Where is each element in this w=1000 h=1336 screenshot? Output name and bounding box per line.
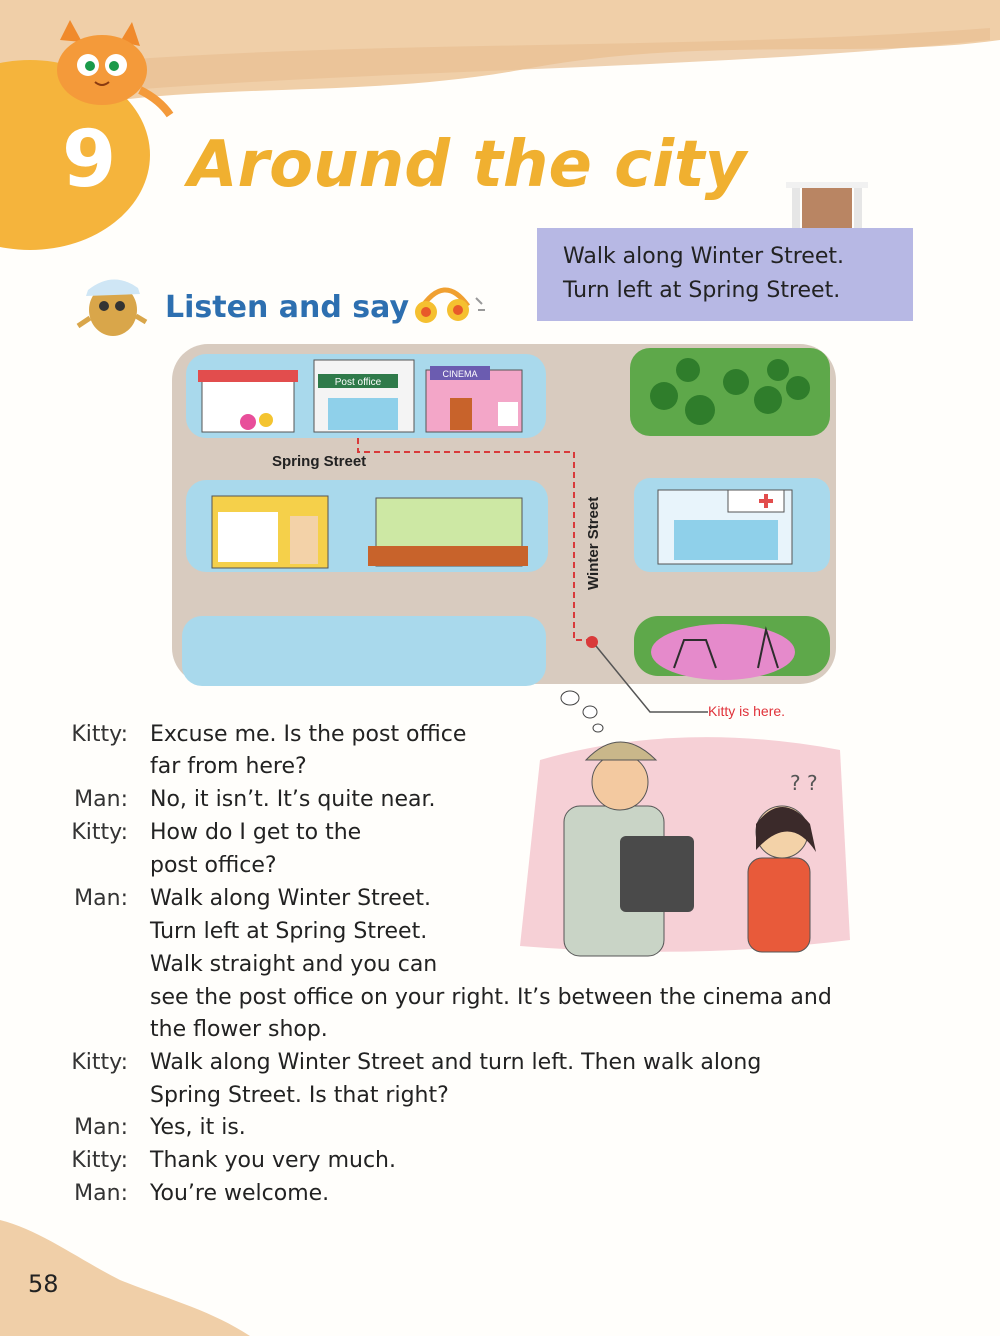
hospital-building: [658, 490, 792, 564]
dialogue-line: Turn left at Spring Street.: [150, 919, 428, 944]
dialogue-line: far from here?: [150, 754, 307, 779]
svg-text:? ?: ? ?: [790, 771, 818, 795]
street-map: [168, 340, 840, 720]
speaker-man: Man:: [74, 1115, 128, 1140]
dialogue-line: see the post office on your right. It’s between the cinema and: [150, 985, 832, 1010]
flower-shop-building: [198, 370, 298, 432]
dialogue-line: Excuse me. Is the post office: [150, 722, 467, 747]
speaker-man: Man:: [74, 886, 128, 911]
toy-shop-building: [212, 496, 328, 568]
unit-title: Around the city: [188, 128, 747, 202]
key-sentence-1: Walk along Winter Street.: [563, 244, 844, 269]
school-building: [368, 498, 528, 566]
man-and-kitty-illustration: [520, 720, 860, 960]
dialogue-line: You’re welcome.: [150, 1181, 330, 1206]
spring-street-label: Spring Street: [272, 453, 367, 470]
speaker-kitty: Kitty:: [71, 722, 128, 747]
post-office-building: [314, 360, 414, 432]
post-office-sign: Post office: [334, 377, 382, 388]
page-number: 58: [28, 1270, 59, 1298]
speaker-kitty: Kitty:: [71, 1148, 128, 1173]
brush-stroke-bottom: [0, 1200, 260, 1336]
unit-number: 9: [62, 115, 117, 205]
dialogue-line: Walk along Winter Street.: [150, 886, 431, 911]
speaker-kitty: Kitty:: [71, 820, 128, 845]
dialogue-line: the flower shop.: [150, 1017, 328, 1042]
speaker-man: Man:: [74, 1181, 128, 1206]
dialogue-line: Walk straight and you can: [150, 952, 438, 977]
winter-street-label: Winter Street: [585, 496, 602, 590]
cat-mascot-icon: [20, 20, 180, 120]
mascot-with-cap-icon: [58, 268, 158, 338]
dialogue-line: Spring Street. Is that right?: [150, 1083, 449, 1108]
kitty-is-here-label: Kitty is here.: [708, 703, 786, 719]
dialogue-line: Walk along Winter Street and turn left. Then walk along: [150, 1050, 762, 1075]
key-sentences-box: [537, 228, 913, 321]
dialogue-line: Thank you very much.: [150, 1148, 396, 1173]
pillar-icon: [782, 182, 872, 232]
speaker-kitty: Kitty:: [71, 1050, 128, 1075]
cinema-sign: CINEMA: [442, 369, 478, 379]
dialogue-line: Yes, it is.: [150, 1115, 246, 1140]
headphones-icon[interactable]: [408, 276, 488, 326]
section-label: Listen and say: [165, 290, 409, 325]
dialogue-line: post office?: [150, 853, 277, 878]
dialogue-line: How do I get to the: [150, 820, 362, 845]
speaker-man: Man:: [74, 787, 128, 812]
key-sentence-2: Turn left at Spring Street.: [563, 278, 841, 303]
dialogue-line: No, it isn’t. It’s quite near.: [150, 787, 436, 812]
cinema-building: [426, 366, 522, 432]
